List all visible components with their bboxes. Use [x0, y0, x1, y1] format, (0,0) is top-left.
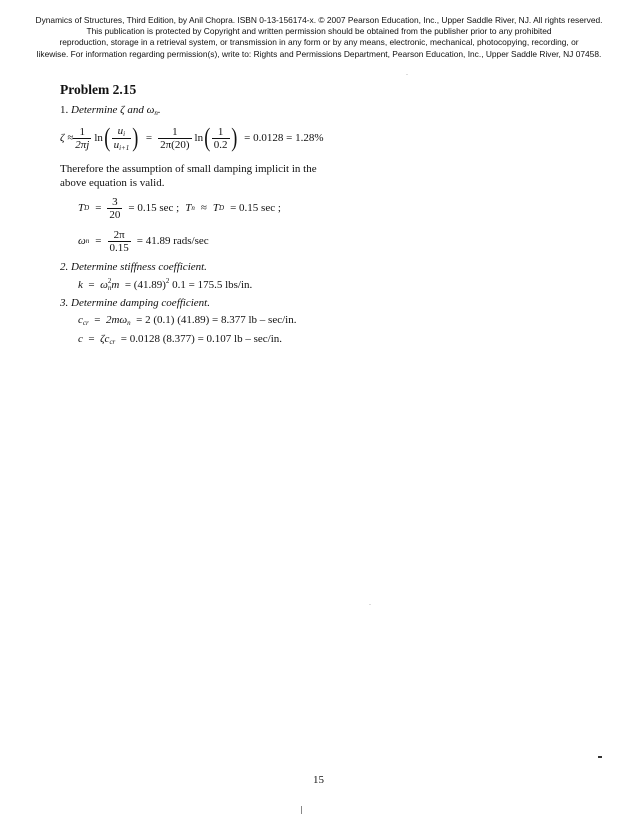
scan-speck: · [406, 72, 408, 78]
copyright-notice [10, 15, 628, 60]
scan-speck [598, 756, 602, 758]
c-equation: $c = \zeta c_{cr} = 0.0128$ (8.377) = 0.107 lb – sec/in. [78, 333, 282, 346]
copyright-line: reproduction, storage in a retrieval system, or transmission in any form or by any means, electronic, mechanical, photocopying, recording, or [59, 37, 579, 48]
assumption-text: Therefore the assumption of small damping implicit in the [60, 163, 317, 175]
problem-title: Problem 2.15 [60, 82, 137, 97]
omega-equation: ω n = $\frac{2\pi}{0.15}$ = 41.89 rads/sec [78, 228, 209, 254]
step3-heading: 3. Determine damping coefficient. [60, 297, 210, 309]
page-number: 15 [313, 774, 324, 786]
scan-speck: · [369, 602, 371, 608]
zeta-equation: ζ ≈ $\frac{1}{2\pi j}$ ln ( $\frac{u_i}{u_{i+1}}$ ) = $\frac{1}{2\pi(20)}$ ln ( $\frac{1}{0.2}$ ) = 0.0128 = 1.28% [60, 123, 324, 152]
copyright-line: likewise. For information regarding permission(s), write to: Rights and Permissions Department, Pearson Education, Inc., Upper Saddle River, NJ 07458. [36, 48, 602, 59]
td-equation: T D = $\frac{3}{20}$ = 0.15 sec ; T n ≈ T D = 0.15 sec ; [78, 195, 281, 221]
step1-heading: 1. Determine ζ and $\omega_n$. [60, 104, 161, 117]
k-equation: k = ω 2 n $m = (41.89)^2$ 0.1 = 175.5 lbs/in. [78, 277, 253, 293]
assumption-text: above equation is valid. [60, 177, 165, 189]
scan-speck [301, 806, 302, 814]
step2-heading: 2. Determine stiffness coefficient. [60, 261, 207, 273]
copyright-line: Dynamics of Structures, Third Edition, by Anil Chopra. ISBN 0-13-156174-x. © 2007 Pearson Education, Inc., Upper Saddle River, NJ. All rights reserved. [35, 15, 603, 25]
copyright-line: This publication is protected by Copyright and written permission should be obtained from the publisher prior to any prohibited [86, 26, 552, 37]
ccr-equation: $c_{cr} = 2m\omega_n = 2$ (0.1) (41.89) = 8.377 lb – sec/in. [78, 314, 297, 327]
